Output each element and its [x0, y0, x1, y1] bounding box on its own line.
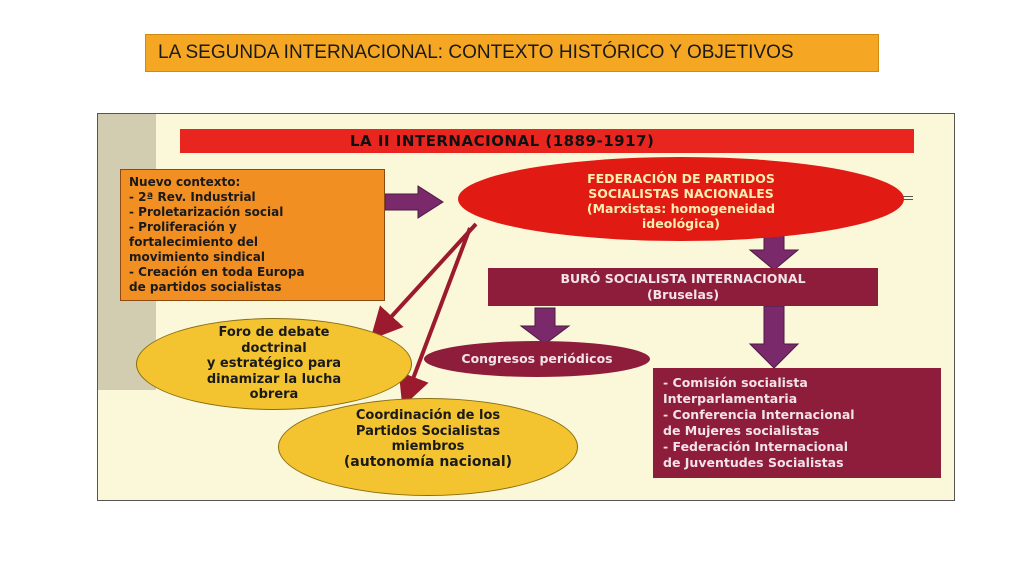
arrow-federation-to-foro [381, 224, 476, 328]
arrow-buro-to-congresos [521, 308, 569, 344]
context-line: fortalecimiento del [129, 235, 258, 249]
federation-line: SOCIALISTAS NACIONALES [588, 186, 774, 201]
context-line: movimiento sindical [129, 250, 265, 264]
arrow-buro-to-bodies [750, 306, 798, 368]
foro-ellipse [136, 318, 412, 410]
buro-line: BURÓ SOCIALISTA INTERNACIONAL [560, 271, 806, 286]
context-line: - Creación en toda Europa [129, 265, 305, 279]
context-line: - Proletarización social [129, 205, 284, 219]
buro-box [488, 268, 878, 306]
federation-line: (Marxistas: homogeneidad [586, 201, 776, 216]
context-line: - 2ª Rev. Industrial [129, 190, 256, 204]
bodies-line: de Juventudes Socialistas [663, 455, 844, 470]
coordinacion-ellipse [278, 398, 578, 496]
bodies-line: Interparlamentaria [663, 391, 798, 406]
context-line: Nuevo contexto: [129, 175, 241, 189]
context-line: de partidos socialistas [129, 280, 282, 294]
coordinacion-line: (autonomía nacional) [343, 453, 513, 470]
foro-line: obrera [249, 387, 299, 402]
diagram-header: LA II INTERNACIONAL (1889-1917) [180, 129, 914, 153]
bodies-line: - Comisión socialista [663, 375, 808, 390]
diagram-frame [97, 113, 955, 501]
foro-line: doctrinal [241, 340, 307, 356]
slide-title: LA SEGUNDA INTERNACIONAL: CONTEXTO HISTÓRICO Y OBJETIVOS [145, 34, 879, 72]
federation-line: ideológica) [642, 216, 720, 231]
coordinacion-line: Partidos Socialistas [355, 423, 501, 439]
bodies-line: - Federación Internacional [663, 439, 849, 454]
foro-line: dinamizar la lucha [206, 371, 342, 387]
federation-ellipse [458, 157, 904, 241]
context-line: - Proliferación y [129, 220, 237, 234]
context-box [120, 169, 385, 301]
foro-line: Foro de debate [218, 325, 330, 340]
foro-line: y estratégico para [206, 356, 342, 371]
federation-line: FEDERACIÓN DE PARTIDOS [587, 171, 775, 186]
arrow-context-to-federation [385, 186, 443, 218]
coordinacion-line: Coordinación de los [355, 408, 501, 423]
buro-line: (Bruselas) [646, 287, 720, 302]
coordinacion-line: miembros [391, 439, 465, 454]
bodies-line: de Mujeres socialistas [663, 423, 820, 438]
bodies-box [653, 368, 941, 478]
congresos-ellipse: Congresos periódicos [424, 341, 650, 377]
bodies-line: - Conferencia Internacional [663, 407, 855, 422]
